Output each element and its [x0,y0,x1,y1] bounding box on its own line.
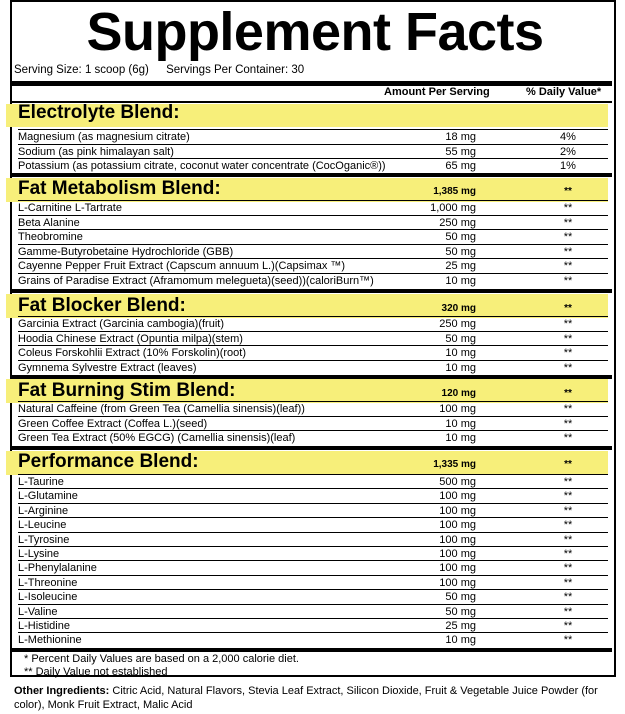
ingredient-name: L-Histidine [18,620,70,632]
ingredient-dv: ** [563,231,573,244]
row-separator [18,331,608,332]
ingredient-row [18,402,608,416]
ingredient-name: L-Valine [18,605,58,618]
ingredient-row [18,533,608,547]
ingredient-row [18,230,608,244]
ingredient-name: Hoodia Chinese Extract (Opuntia milpa)(stem) [18,332,243,345]
ingredient-row [18,504,608,518]
ingredient-row [18,489,608,503]
ingredient-dv: ** [563,504,573,517]
ingredient-amount: 500 mg [439,476,476,488]
ingredient-dv: ** [563,417,573,430]
ingredient-name: Potassium (as potassium citrate, coconut water concentrate (CocOganic®)) [18,160,386,173]
row-separator [18,532,608,533]
ingredient-row [18,332,608,346]
blend-amount: 320 mg [441,303,476,314]
ingredient-name: Beta Alanine [18,216,80,229]
ingredient-dv: ** [563,332,573,345]
ingredient-dv: ** [563,347,573,360]
row-separator [18,158,608,159]
row-separator [18,144,608,145]
row-separator [18,589,608,590]
row-separator [18,258,608,259]
ingredient-row [18,201,608,215]
ingredient-row [18,346,608,360]
other-ingredients-label: Other Ingredients: [14,685,110,697]
ingredient-amount: 10 mg [445,634,476,647]
ingredient-dv: ** [563,260,573,273]
row-separator [18,129,608,130]
blend-dv: ** [564,388,572,399]
ingredient-dv: ** [563,432,573,445]
serving-size: Serving Size: 1 scoop (6g) [14,64,149,76]
ingredient-dv: ** [563,361,573,374]
row-separator [18,244,608,245]
ingredient-dv: ** [563,548,573,560]
row-separator [18,416,608,417]
bottom-rule [10,648,612,652]
blend-name: Fat Metabolism Blend: [18,178,221,199]
ingredient-dv: ** [563,216,573,229]
ingredient-name: L-Methionine [18,634,82,647]
row-separator [18,575,608,576]
row-separator [18,488,608,489]
ingredient-name: L-Phenylalanine [18,562,97,575]
fat-blocker-header [18,295,608,316]
ingredient-amount: 25 mg [445,260,476,273]
ingredient-name: Magnesium (as magnesium citrate) [18,131,190,143]
ingredient-amount: 100 mg [439,576,476,589]
ingredient-amount: 250 mg [439,318,476,330]
blend-amount: 1,335 mg [433,459,476,470]
ingredient-amount: 1,000 mg [430,202,476,214]
ingredient-name: L-Taurine [18,476,64,488]
ingredient-amount: 50 mg [445,332,476,345]
blend-name: Fat Blocker Blend: [18,295,186,316]
amount-column-header: Amount Per Serving [384,86,490,98]
other-ingredients-text: Citric Acid, Natural Flavors, Stevia Leaf Extract, Silicon Dioxide, Fruit & Vegetable Juice Powder (for color), Monk Fruit Extract, Malic Acid [14,685,598,711]
electrolyte-header [18,102,608,123]
row-separator [18,200,608,201]
blend-amount: 120 mg [441,388,476,399]
other-ingredients [14,684,614,712]
ingredient-amount: 50 mg [445,245,476,258]
ingredient-row [18,605,608,619]
ingredient-row [18,547,608,561]
blend-dv: ** [564,186,572,197]
row-separator [18,560,608,561]
ingredient-amount: 100 mg [439,548,476,560]
blend-name: Electrolyte Blend: [18,102,180,123]
ingredient-amount: 55 mg [445,145,476,158]
dv-column-header: % Daily Value* [526,86,602,98]
ingredient-dv: ** [563,245,573,258]
row-separator [18,215,608,216]
ingredient-amount: 65 mg [445,160,476,173]
row-separator [18,316,608,317]
row-separator [18,604,608,605]
ingredient-row [18,518,608,532]
ingredient-dv: ** [563,533,573,546]
ingredient-amount: 25 mg [445,620,476,632]
ingredient-row [18,619,608,633]
ingredient-dv: ** [563,562,573,575]
ingredient-name: L-Lysine [18,548,60,560]
blend-dv: ** [564,303,572,314]
ingredient-name: Garcinia Extract (Garcinia cambogia)(fruit) [18,318,225,330]
ingredient-row [18,317,608,331]
blend-dv: ** [564,459,572,470]
performance-header [18,451,608,472]
section-rule [10,289,612,293]
ingredient-dv: ** [563,634,573,647]
ingredient-row [18,274,608,288]
ingredient-name: L-Arginine [18,504,69,517]
ingredient-row [18,159,608,173]
row-separator [18,632,608,633]
row-separator [18,229,608,230]
ingredient-name: Sodium (as pink himalayan salt) [18,145,174,158]
ingredient-amount: 100 mg [439,519,476,532]
ingredient-row [18,561,608,575]
row-separator [18,360,608,361]
ingredient-name: L-Isoleucine [18,591,78,604]
row-separator [18,618,608,619]
ingredient-dv: 1% [560,160,576,173]
ingredient-name: Gamme-Butyrobetaine Hydrochloride (GBB) [18,245,234,258]
ingredient-dv: 2% [560,145,576,158]
section-rule [10,446,612,450]
ingredient-row [18,576,608,590]
row-separator [18,345,608,346]
ingredient-name: L-Tyrosine [18,533,70,546]
ingredient-amount: 10 mg [445,417,476,430]
footnote-dv: * Percent Daily Values are based on a 2,000 calorie diet. [24,653,299,665]
section-rule [10,173,612,177]
ingredient-row [18,216,608,230]
ingredient-dv: ** [563,620,573,632]
blend-amount: 1,385 mg [433,186,476,197]
ingredient-name: Grains of Paradise Extract (Aframomum melegueta)(seed))(caloriBurn™) [18,275,374,287]
ingredient-amount: 50 mg [445,231,476,244]
row-separator [18,546,608,547]
panel-title: Supplement Facts [86,2,544,62]
ingredient-amount: 18 mg [445,131,476,143]
ingredient-amount: 10 mg [445,275,476,287]
ingredient-name: L-Threonine [18,576,78,589]
ingredient-amount: 10 mg [445,432,476,445]
ingredient-row [18,431,608,445]
fat-burning-header [18,380,608,401]
serving-info [14,64,318,76]
ingredient-amount: 50 mg [445,605,476,618]
ingredient-row [18,417,608,431]
ingredient-row [18,633,608,647]
row-separator [18,430,608,431]
ingredient-dv: ** [563,605,573,618]
ingredient-row [18,259,608,273]
ingredient-dv: ** [563,591,573,604]
ingredient-dv: ** [563,403,573,415]
ingredient-amount: 250 mg [439,216,476,229]
ingredient-amount: 100 mg [439,533,476,546]
ingredient-dv: ** [563,490,573,503]
ingredient-dv: ** [563,476,573,488]
ingredient-amount: 100 mg [439,403,476,415]
ingredient-name: L-Glutamine [18,490,78,503]
ingredient-dv: 4% [560,131,576,143]
ingredient-amount: 100 mg [439,504,476,517]
ingredient-row [18,361,608,375]
ingredient-dv: ** [563,318,573,330]
ingredient-name: Green Tea Extract (50% EGCG) (Camellia sinensis)(leaf) [18,432,296,445]
ingredient-row [18,590,608,604]
fat-metabolism-header [18,178,608,199]
blend-name: Fat Burning Stim Blend: [18,380,236,401]
ingredient-dv: ** [563,275,573,287]
ingredient-name: Green Coffee Extract (Coffea L.)(seed) [18,417,208,430]
ingredient-row [18,245,608,259]
footnote-not-established: ** Daily Value not established [24,666,168,678]
ingredient-name: L-Leucine [18,519,67,532]
ingredient-name: Natural Caffeine (from Green Tea (Camellia sinensis)(leaf)) [18,403,305,415]
thick-rule [10,81,612,86]
ingredient-amount: 10 mg [445,347,476,360]
row-separator [18,517,608,518]
servings-per-container: Servings Per Container: 30 [166,64,305,76]
row-separator [18,273,608,274]
ingredient-dv: ** [563,519,573,532]
ingredient-name: L-Carnitine L-Tartrate [18,202,122,214]
row-separator [18,401,608,402]
ingredient-name: Gymnema Sylvestre Extract (leaves) [18,361,197,374]
ingredient-name: Coleus Forskohlii Extract (10% Forskolin)(root) [18,347,247,360]
ingredient-amount: 50 mg [445,591,476,604]
ingredient-row [18,130,608,144]
row-separator [18,503,608,504]
ingredient-row [18,145,608,159]
ingredient-name: Theobromine [18,231,83,244]
ingredient-row [18,475,608,489]
ingredient-amount: 10 mg [445,361,476,374]
ingredient-amount: 100 mg [439,490,476,503]
ingredient-name: Cayenne Pepper Fruit Extract (Capscum annuum L.)(Capsimax ™) [18,260,346,273]
row-separator [18,474,608,475]
ingredient-amount: 100 mg [439,562,476,575]
ingredient-dv: ** [563,576,573,589]
ingredient-dv: ** [563,202,573,214]
blend-name: Performance Blend: [18,451,199,472]
